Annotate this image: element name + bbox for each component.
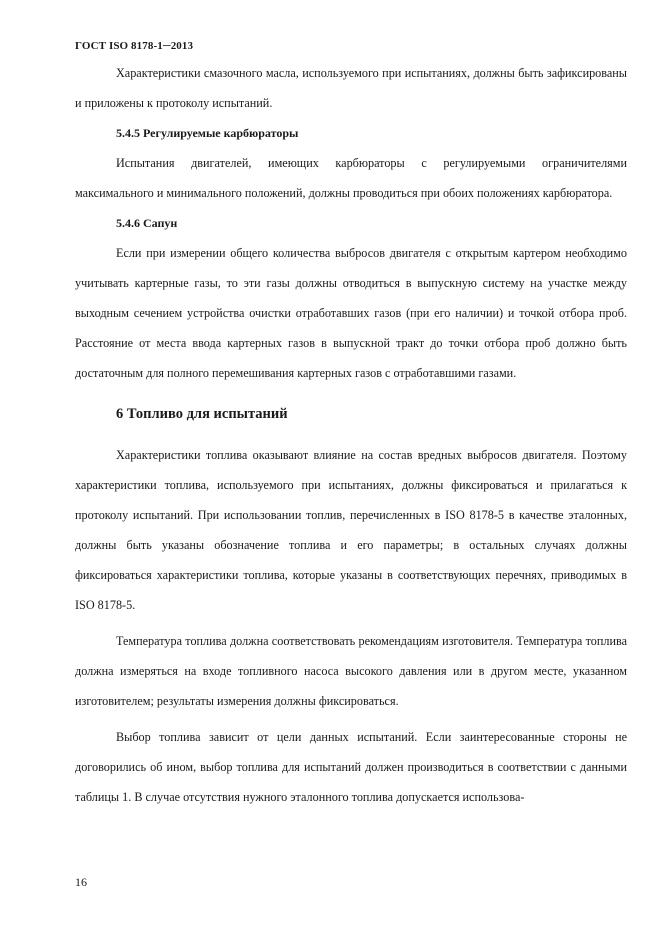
- document-header: ГОСТ ISO 8178-1─2013: [75, 40, 194, 52]
- paragraph-breather: Если при измерении общего количества выбросов двигателя с открытым картером необходимо учитывать картерные газы, то эти газы должны отводиться в выпускную систему на участке между выходным сечением устройства очистки отработавших газов (при его наличии) и точкой отбора проб. Расстояние от места ввода картерных газов в выпускной тракт до точки отбора проб должно быть достаточным для полного перемешивания картерных газов с отработавшими газами.: [75, 246, 627, 380]
- paragraph-fuel-selection: Выбор топлива зависит от цели данных испытаний. Если заинтересованные стороны не договорились об ином, выбор топлива для испытаний должен производиться в соответствии с данными таблицы 1. В случае отсутствия нужного эталонного топлива допускается использова-: [75, 730, 627, 804]
- paragraph-carburetors: Испытания двигателей, имеющих карбюраторы с регулируемыми ограничителями максимального и минимального положений, должны проводиться при обоих положениях карбюратора.: [75, 156, 627, 200]
- paragraph-fuel-temperature: Температура топлива должна соответствовать рекомендациям изготовителя. Температура топлива должна измеряться на входе топливного насоса высокого давления или в другом месте, указанном изготовителем; результаты измерения должны фиксироваться.: [75, 634, 627, 708]
- section-heading-6: 6 Топливо для испытаний: [116, 406, 288, 422]
- page-number: 16: [75, 875, 87, 889]
- document-body: [75, 58, 627, 812]
- subsection-heading-5-4-6: 5.4.6 Сапун: [116, 216, 178, 230]
- paragraph-fuel-characteristics: Характеристики топлива оказывают влияние на состав вредных выбросов двигателя. Поэтому характеристики топлива, используемого при испытаниях, должны фиксироваться и прилагаться к протоколу испытаний. При использовании топлив, перечисленных в ISO 8178-5 в качестве эталонных, должны быть указаны обозначение топлива и его параметры; в остальных случаях должны фиксироваться характеристики топлива, которые указаны в соответствующих перечнях, приводимых в ISO 8178-5.: [75, 448, 627, 612]
- paragraph-lubricant: Характеристики смазочного масла, используемого при испытаниях, должны быть зафиксированы и приложены к протоколу испытаний.: [75, 66, 627, 110]
- subsection-heading-5-4-5: 5.4.5 Регулируемые карбюраторы: [116, 126, 299, 140]
